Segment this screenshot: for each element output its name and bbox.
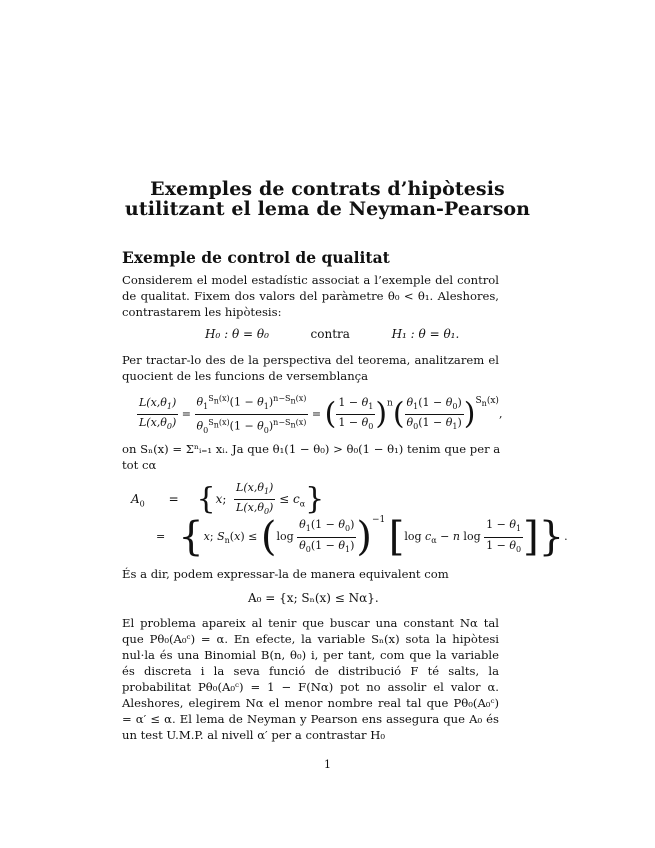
paragraph-equivalent: És a dir, podem expressar-la de manera equivalent com xyxy=(122,567,449,581)
paragraph-sn-line-2: tot cα xyxy=(122,458,157,472)
title-line-1: Exemples de contrats d’hipòtesis xyxy=(150,178,505,200)
paragraph-sn-line-1: on Sₙ(x) = Σⁿᵢ₌₁ xᵢ. Ja que θ₁(1 − θ₀) > θ₀(1 − θ₁) tenim que per a xyxy=(122,442,501,456)
likelihood-ratio-equation: $\frac{L(x,\theta_1)}{L(x,\theta_0)}$ = $\frac{\theta_1^{S_n(x)}(1 - \theta_1)^{n-S_n(x)}}{\theta_0^{S_n(x)}(1 - \theta_0)^{n-S_n(x)}}$ = ( $\frac{1 - \theta_1}{1 - \theta_0}$ )$^n$( $\frac{\theta_1(1 - \theta_0)}{\theta_0(1 - \theta_1)}$ )$^{S_n(x)}$, xyxy=(137,391,502,438)
title-line-2: utilitzant el lema de Neyman-Pearson xyxy=(124,198,531,220)
A0-final-equation: A₀ = {x; Sₙ(x) ≤ Nα}. xyxy=(248,591,379,605)
paragraph-likelihood: Per tractar-lo des de la perspectiva del teorema, analitzarem el quocient de les funcions de versemblança xyxy=(122,353,499,383)
page-number: 1 xyxy=(324,758,331,771)
A0-definition-row-1: $A_0 = \{x$; $\frac{L(x,\theta_1)}{L(x,\theta_0)}$ ≤ $c_\alpha$} xyxy=(131,481,325,517)
paragraph-intro: Considerem el model estadístic associat a l’exemple del control de qualitat. Fixem dos valors del paràmetre θ₀ < θ₁. Aleshores, contrastarem les hipòtesis: xyxy=(122,273,499,319)
paragraph-binomial: El problema apareix al tenir que buscar una constant Nα tal que Pθ₀(A₀ᶜ) = α. En efecte, la variable Sₙ(x) sota la hipòtesi nul·la és una Binomial B(n, θ₀) i, per tant, com que la variable és discreta i la seva funció de distribució F té salts, la probabilitat Pθ₀(A₀ᶜ) = 1 − F(Nα) pot no assolir el valor α. Aleshores, elegirem Nα el menor nombre real tal que Pθ₀(A₀ᶜ) = α′ ≤ α. El lema de Neyman y Pearson ens assegura que A₀ és un test U.M.P. al nivell α′ per a contrastar H₀ xyxy=(122,616,499,742)
A0-definition-row-2: = {x; $S_n(x) \le (\log$ $\frac{\theta_1(1 - \theta_0)}{\theta_0(1 - \theta_1)}$ )$^{-1}$ [log $c_\alpha - n$ log $\frac{1 - \theta_1}{1 - \theta_0}$ ]}. xyxy=(156,514,568,560)
hypothesis-h1: H₁ : θ = θ₁. xyxy=(391,327,460,341)
hypotheses-equation xyxy=(205,327,459,341)
section-heading: Exemple de control de qualitat xyxy=(122,248,390,267)
hypothesis-contra: contra xyxy=(310,327,350,341)
hypothesis-h0: H₀ : θ = θ₀ xyxy=(205,327,269,341)
